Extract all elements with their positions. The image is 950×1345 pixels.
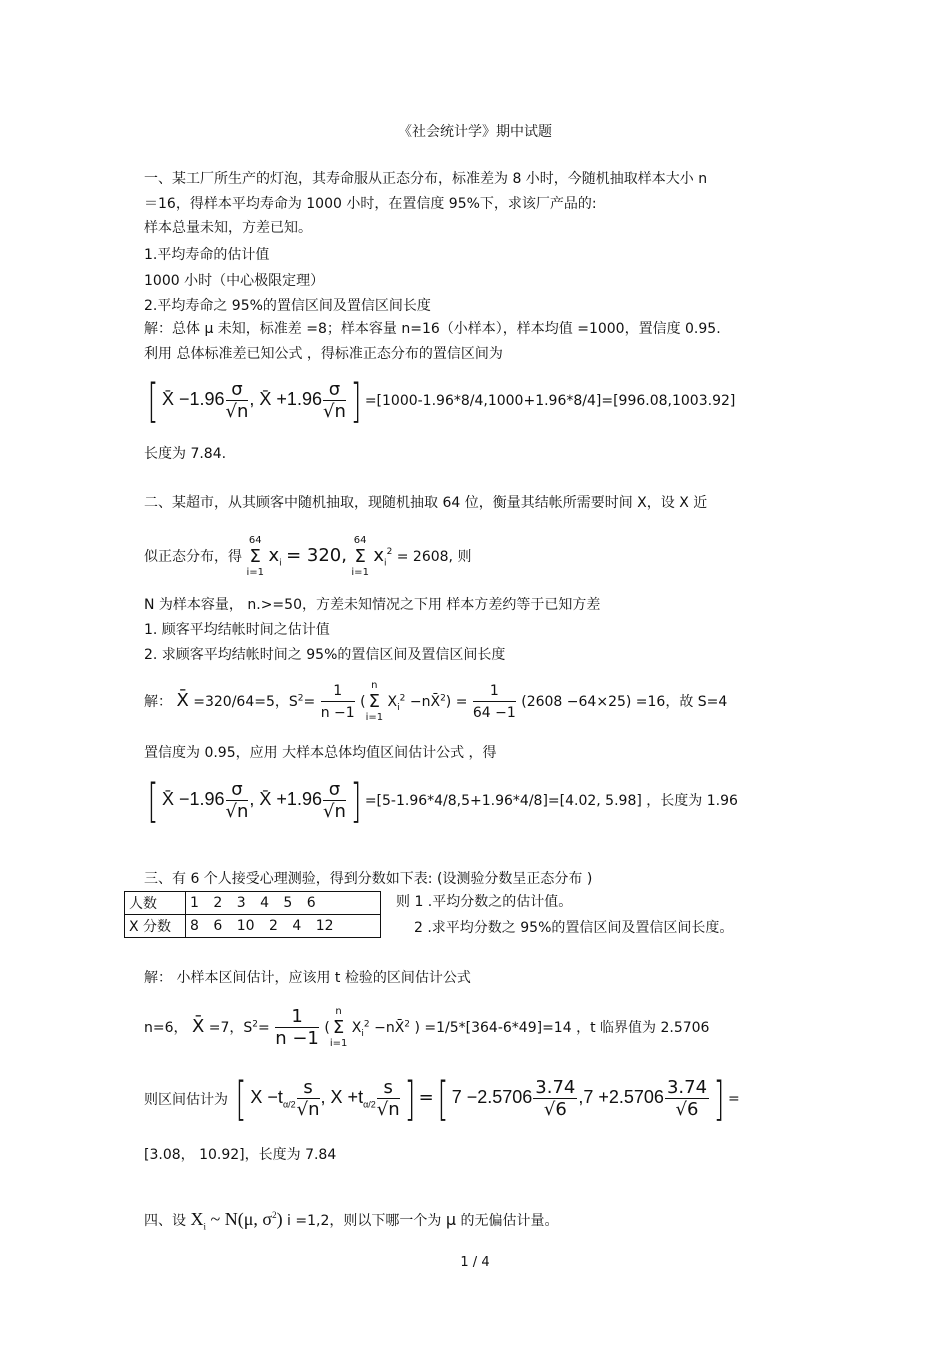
- q1-line6: 2.平均寿命之 95%的置信区间及置信区间长度: [144, 298, 431, 314]
- q1-formula-result: =[1000-1.96*8/4,1000+1.96*8/4]=[996.08,1003.92]: [364, 393, 736, 409]
- q1-line7: 解：总体 μ 未知，标准差 =8；样本容量 n=16（小样本），样本均值 =1000，置信度 0.95.: [144, 321, 721, 337]
- table-row: [125, 892, 381, 915]
- table-row: [125, 915, 381, 938]
- q1-line8: 利用 总体标准差已知公式 ，得标准正态分布的置信区间为: [144, 346, 503, 362]
- table-row-values: 1 2 3 4 5 6: [186, 892, 381, 915]
- q3-line1: 三、有 6 个人接受心理测验，得到分数如下表: (设测验分数呈正态分布 ): [144, 871, 593, 887]
- q2-formula-result: =[5-1.96*4/8,5+1.96*4/8]=[4.02, 5.98] ，长度为 1.96: [364, 793, 738, 809]
- q1-interval-formula: [ X̄ −1.96 $\frac{\sigma}{√n}$ , X̄ +1.96 $\frac{\sigma}{√n}$ ] =[1000-1.96*8/4,1000+1.96*8/4]=[996.08,1003.92]: [147, 374, 736, 428]
- q2-line1: 二、某超市，从其顾客中随机抽取，现随机抽取 64 位，衡量其结帐所需要时间 X，设 X 近: [144, 495, 708, 511]
- q3-sol1: 解： 小样本区间估计，应该用 t 检验的区间估计公式: [144, 970, 471, 986]
- q4-line: 四、设 $X_i$ ~ N(μ, $\sigma^2$) i =1,2，则以下哪一个为 μ 的无偏估计量。: [144, 1209, 559, 1232]
- table-row-label: 人数: [125, 892, 186, 915]
- q2-sum2-result: = 2608, 则: [396, 549, 472, 565]
- q2-interval-formula: [ X̄ −1.96 $\frac{\sigma}{√n}$ , X̄ +1.96 $\frac{\sigma}{√n}$ ] =[5-1.96*4/8,5+1.96*4/8]=[4.02, 5.98] ，长度为 1.96: [147, 774, 738, 828]
- q2-line2: 似正态分布，得 64 Σ i=1 $x_i = 320$, 64 Σ i=1 $x_i^2 = 2608$, 则: [144, 535, 472, 578]
- q2-line3: N 为样本容量， n.>=50，方差未知情况之下用 样本方差约等于已知方差: [144, 597, 601, 613]
- q3-question-a: 则 1 .平均分数之的估计值。: [396, 894, 573, 910]
- q3-result: [3.08， 10.92]，长度为 7.84: [144, 1147, 337, 1163]
- q3-question-b: 2 .求平均分数之 95%的置信区间及置信区间长度。: [414, 920, 734, 936]
- q2-line4: 1. 顾客平均结帐时间之估计值: [144, 622, 330, 638]
- scores-table: [124, 891, 381, 938]
- q2-line5: 2. 求顾客平均结帐时间之 95%的置信区间及置信区间长度: [144, 647, 506, 663]
- q1-line1: 一、某工厂所生产的灯泡，其寿命服从正态分布，标准差为 8 小时，今随机抽取样本大小 n: [144, 171, 708, 187]
- q3-interval-formula: 则区间估计为 [ $X -t_{\alpha/2}$ $\frac{s}{√n}$ , $X +t_{\alpha/2}$ $\frac{s}{√n}$ ] =[ 7 −2.5706 $\frac{3.74}{√6}$ ,7 +2.5706 $\frac{3.74}{√6}$ ] =: [144, 1072, 740, 1126]
- page-number: 1 / 4: [460, 1255, 490, 1270]
- q2-solution-formula: 解： X̄ =320/64=5，$S^2=$ $\frac{1}{n -1}$ ( n Σ i=1 $X_i^2$ −nX̄$^2$) = $\frac{1}{64 -1}$ (2608 −64×25) =16，故 S=4: [144, 680, 728, 723]
- q1-length: 长度为 7.84.: [144, 446, 227, 462]
- q2-line6: 置信度为 0.95，应用 大样本总体均值区间估计公式 ，得: [144, 745, 497, 761]
- q1-line5: 1000 小时（中心极限定理）: [144, 273, 325, 289]
- q1-line4: 1.平均寿命的估计值: [144, 247, 270, 263]
- q1-line2: ＝16，得样本平均寿命为 1000 小时，在置信度 95%下，求该厂产品的:: [144, 196, 597, 212]
- q1-line3: 样本总量未知，方差已知。: [144, 220, 312, 236]
- table-row-values: 8 6 10 2 4 12: [186, 915, 381, 938]
- page-title: 《社会统计学》期中试题: [398, 124, 552, 140]
- q2-sum1-result: = 320,: [286, 545, 347, 566]
- table-row-label: X 分数: [125, 915, 186, 938]
- q3-solution-formula: n=6， X̄ =7，$S^2=$ $\frac{1}{n -1}$ ( n Σ i=1 $X_i^2$ −nX̄$^2$ ) =1/5*[364-6*49]=14 ，t 临界值为 2.5706: [144, 1005, 710, 1049]
